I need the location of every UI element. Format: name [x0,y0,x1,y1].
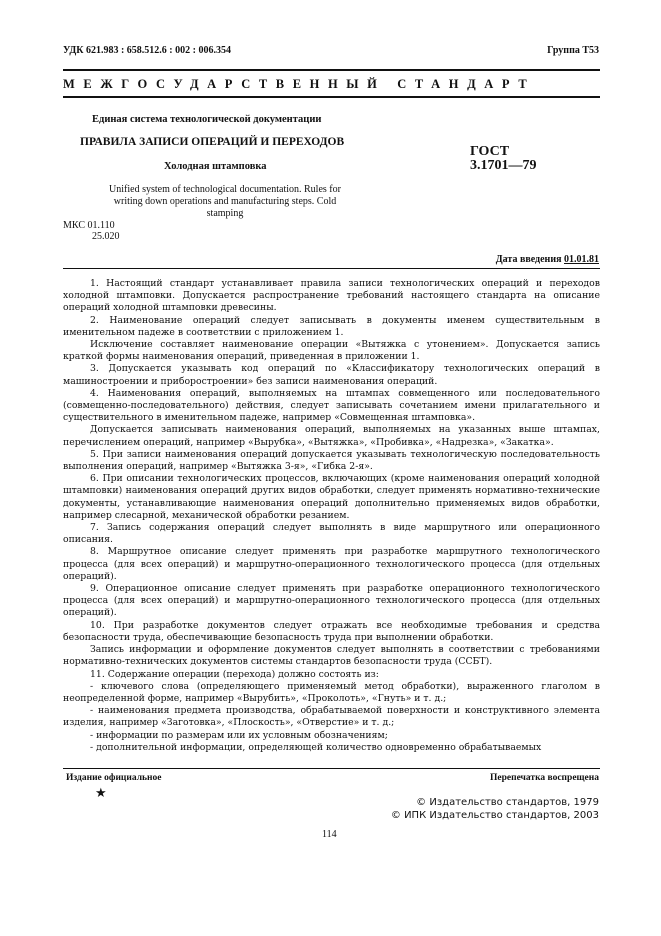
intro-label: Дата введения [495,254,562,265]
copyright-2003: © ИПК Издательство стандартов, 2003 [390,810,599,821]
system-name: Единая система технологической документации [92,114,322,125]
paragraph: 4. Наименования операций, выполняемых на штампах совмещенного или последовательного (совмещенно-последовательного) действия, следует записывать сочетанием имени прилагательного и существительного в именительном падеже, например «Совмещенная штамповка». [63,387,600,424]
paragraph: Исключение составляет наименование операции «Вытяжка с утонением». Допускается запись краткой формы наименования операций, приведенная в приложении 1. [63,339,600,363]
copyright-1979: © Издательство стандартов, 1979 [416,797,599,808]
document-title: ПРАВИЛА ЗАПИСИ ОПЕРАЦИЙ И ПЕРЕХОДОВ [80,136,345,148]
list-item: - информации по размерам или их условным обозначениям; [90,729,388,741]
mks-code-1: МКС 01.110 [63,220,115,231]
paragraph: 5. При записи наименования операций допускается указывать технологическую последовательность выполнения операций, например «Вытяжка 3-я», «Гибка 2-я». [63,448,600,473]
introduction-date [496,254,599,265]
intro-date-value: 01.01.81 [564,254,599,265]
page-number: 114 [322,829,337,840]
document-subtitle: Холодная штамповка [164,161,267,172]
paragraph: 1. Настоящий стандарт устанавливает правила записи технологических операций и переходов холодной штамповки. Допускается распространение требований настоящего стандарта на описание операций холодной штамповки древесины. [63,278,600,314]
paragraph: 6. При описании технологических процессов, включающих (кроме наименования операций холодной штамповки) наименования операций других видов обработки, следует применять нормативно-технические документы, устанавливающие наименования операций дополнительно применяемых видов обработки, например слесарной, механической обработки резанием. [63,473,600,521]
list-item: - наименования предмета производства, обрабатываемой поверхности и конструктивного элемента изделия, например «Заготовка», «Плоскость», «Отверстие» и т. д.; [63,705,600,729]
list-item: - ключевого слова (определяющего применяемый метод обработки), выраженного глаголом в неопределенной форме, например «Вырубить», «Проколоть», «Гнуть» и т. д.; [63,680,600,704]
mks-code-2: 25.020 [92,231,120,242]
header-rule [63,268,600,269]
list-item: - дополнительной информации, определяющей количество одновременно обрабатываемых [90,741,542,753]
reprint-notice: Перепечатка воспрещена [489,773,599,783]
english-title: Unified system of technological documentation. Rules for writing down operations and manufacturing steps. Cold stamping [109,184,341,219]
paragraph: 2. Наименование операций следует записывать в документы именем существительным в именительном падеже в соответствии с приложением 1. [63,314,600,338]
paragraph: Допускается записывать наименования операций, выполняемых на указанных выше штампах, перечислением операций, например «Вырубка», «Вытяжка», «Пробивка», «Надрезка», «Закатка». [63,424,600,448]
standard-banner: МЕЖГОСУДАРСТВЕННЫЙ СТАНДАРТ [63,77,536,91]
star-icon: ★ [95,785,107,800]
paragraph: 9. Операционное описание следует применять при разработке операционного технологического процесса (для всех операций) и маршрутно-операционного технологического процесса (для отдельных операций). [63,583,600,619]
body-text [63,278,600,754]
paragraph: Запись информации и оформление документов следует выполнять в соответствии с требованиями нормативно-технических документов системы стандартов безопасности труда (ССБТ). [63,644,600,668]
top-rule [63,69,600,71]
gost-label: ГОСТ [470,144,510,159]
paragraph: 7. Запись содержания операций следует выполнять в виде маршрутного или операционного описания. [63,522,600,546]
paragraph: 10. При разработке документов следует отражать все необходимые требования и средства безопасности труда, обеспечивающие безопасность труда при выполнении обработки. [63,619,600,643]
paragraph: 3. Допускается указывать код операций по «Классификатору технологических операций в машиностроении и приборостроении» без записи наименования операций. [63,363,600,387]
paragraph: 11. Содержание операции (перехода) должно состоять из: [90,668,379,680]
group-code: Группа Т53 [547,45,599,56]
footer-rule [63,768,600,769]
edition-label: Издание официальное [66,773,162,783]
gost-number: 3.1701—79 [470,158,537,173]
paragraph: 8. Маршрутное описание следует применять при разработке маршрутного технологического процесса (для всех операций) и маршрутно-операционного технологического процесса (для отдельных операций). [63,546,600,582]
banner-rule [63,96,600,98]
udk-code: УДК 621.983 : 658.512.6 : 002 : 006.354 [63,45,231,56]
